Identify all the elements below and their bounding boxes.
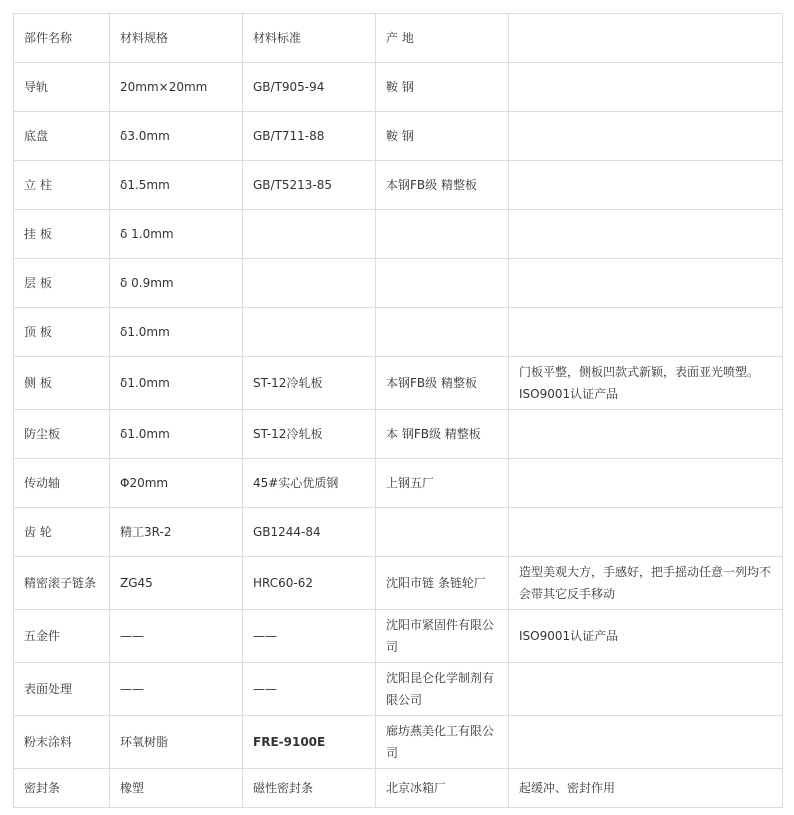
cell-part: 底盘 [14,112,110,161]
cell-spec: δ1.0mm [110,357,243,410]
cell-spec: δ1.5mm [110,161,243,210]
header-material-spec: 材料规格 [110,14,243,63]
cell-standard: GB/T711-88 [243,112,376,161]
table-row [14,112,783,161]
cell-origin: 廊坊燕美化工有限公司 [376,716,509,769]
cell-part: 挂 板 [14,210,110,259]
cell-origin: 鞍 钢 [376,112,509,161]
table-row [14,610,783,663]
cell-standard: ST-12冷轧板 [243,357,376,410]
table-header-row [14,14,783,63]
cell-origin [376,210,509,259]
table-row [14,63,783,112]
cell-part: 顶 板 [14,308,110,357]
cell-note: 造型美观大方，手感好，把手摇动任意一列均不会带其它反手移动 [509,557,783,610]
cell-note: ISO9001认证产品 [509,610,783,663]
cell-origin: 本钢FB级 精整板 [376,357,509,410]
cell-standard: GB1244-84 [243,508,376,557]
cell-origin [376,308,509,357]
cell-spec: δ3.0mm [110,112,243,161]
cell-note: 起缓冲、密封作用 [509,769,783,808]
table-row [14,161,783,210]
cell-spec: Φ20mm [110,459,243,508]
cell-standard: ST-12冷轧板 [243,410,376,459]
cell-origin: 本钢FB级 精整板 [376,161,509,210]
cell-origin [376,508,509,557]
table-row [14,210,783,259]
table-row [14,410,783,459]
cell-spec: δ1.0mm [110,410,243,459]
cell-spec: —— [110,610,243,663]
cell-standard: HRC60-62 [243,557,376,610]
cell-note [509,161,783,210]
cell-part: 防尘板 [14,410,110,459]
materials-spec-table [13,13,783,808]
cell-part: 密封条 [14,769,110,808]
cell-spec: —— [110,663,243,716]
table-row [14,557,783,610]
table-row [14,508,783,557]
cell-standard: FRE-9100E [243,716,376,769]
cell-part: 齿 轮 [14,508,110,557]
cell-note [509,259,783,308]
cell-note [509,308,783,357]
cell-origin: 鞍 钢 [376,63,509,112]
cell-spec: δ1.0mm [110,308,243,357]
cell-standard: GB/T5213-85 [243,161,376,210]
table-row [14,357,783,410]
cell-part: 导轨 [14,63,110,112]
cell-note [509,112,783,161]
cell-origin: 上钢五厂 [376,459,509,508]
cell-note [509,410,783,459]
cell-origin: 北京冰箱厂 [376,769,509,808]
cell-standard: 45#实心优质钢 [243,459,376,508]
cell-standard: 磁性密封条 [243,769,376,808]
cell-spec: δ 0.9mm [110,259,243,308]
table-row [14,459,783,508]
cell-note: 门板平整，侧板凹款式新颖，表面亚光喷塑。ISO9001认证产品 [509,357,783,410]
cell-spec: 环氧树脂 [110,716,243,769]
cell-spec: 橡塑 [110,769,243,808]
cell-origin: 沈阳市紧固件有限公司 [376,610,509,663]
cell-part: 五金件 [14,610,110,663]
cell-origin [376,259,509,308]
cell-standard [243,308,376,357]
table-row [14,259,783,308]
cell-origin: 本 钢FB级 精整板 [376,410,509,459]
cell-spec: ZG45 [110,557,243,610]
cell-part: 传动轴 [14,459,110,508]
cell-standard [243,259,376,308]
cell-spec: 精工3R-2 [110,508,243,557]
cell-note [509,459,783,508]
cell-note [509,716,783,769]
cell-standard: —— [243,610,376,663]
table-row [14,716,783,769]
cell-part: 表面处理 [14,663,110,716]
cell-part: 立 柱 [14,161,110,210]
cell-note [509,508,783,557]
cell-note [509,210,783,259]
header-origin: 产 地 [376,14,509,63]
header-material-standard: 材料标准 [243,14,376,63]
cell-note [509,63,783,112]
table-row [14,769,783,808]
cell-part: 层 板 [14,259,110,308]
cell-origin: 沈阳昆仑化学制剂有限公司 [376,663,509,716]
cell-origin: 沈阳市链 条链轮厂 [376,557,509,610]
table-row [14,308,783,357]
cell-spec: δ 1.0mm [110,210,243,259]
header-part-name: 部件名称 [14,14,110,63]
table-row [14,663,783,716]
cell-standard [243,210,376,259]
cell-standard: —— [243,663,376,716]
cell-spec: 20mm×20mm [110,63,243,112]
header-note [509,14,783,63]
cell-note [509,663,783,716]
cell-part: 精密滚子链条 [14,557,110,610]
cell-standard: GB/T905-94 [243,63,376,112]
cell-part: 侧 板 [14,357,110,410]
cell-part: 粉末涂料 [14,716,110,769]
